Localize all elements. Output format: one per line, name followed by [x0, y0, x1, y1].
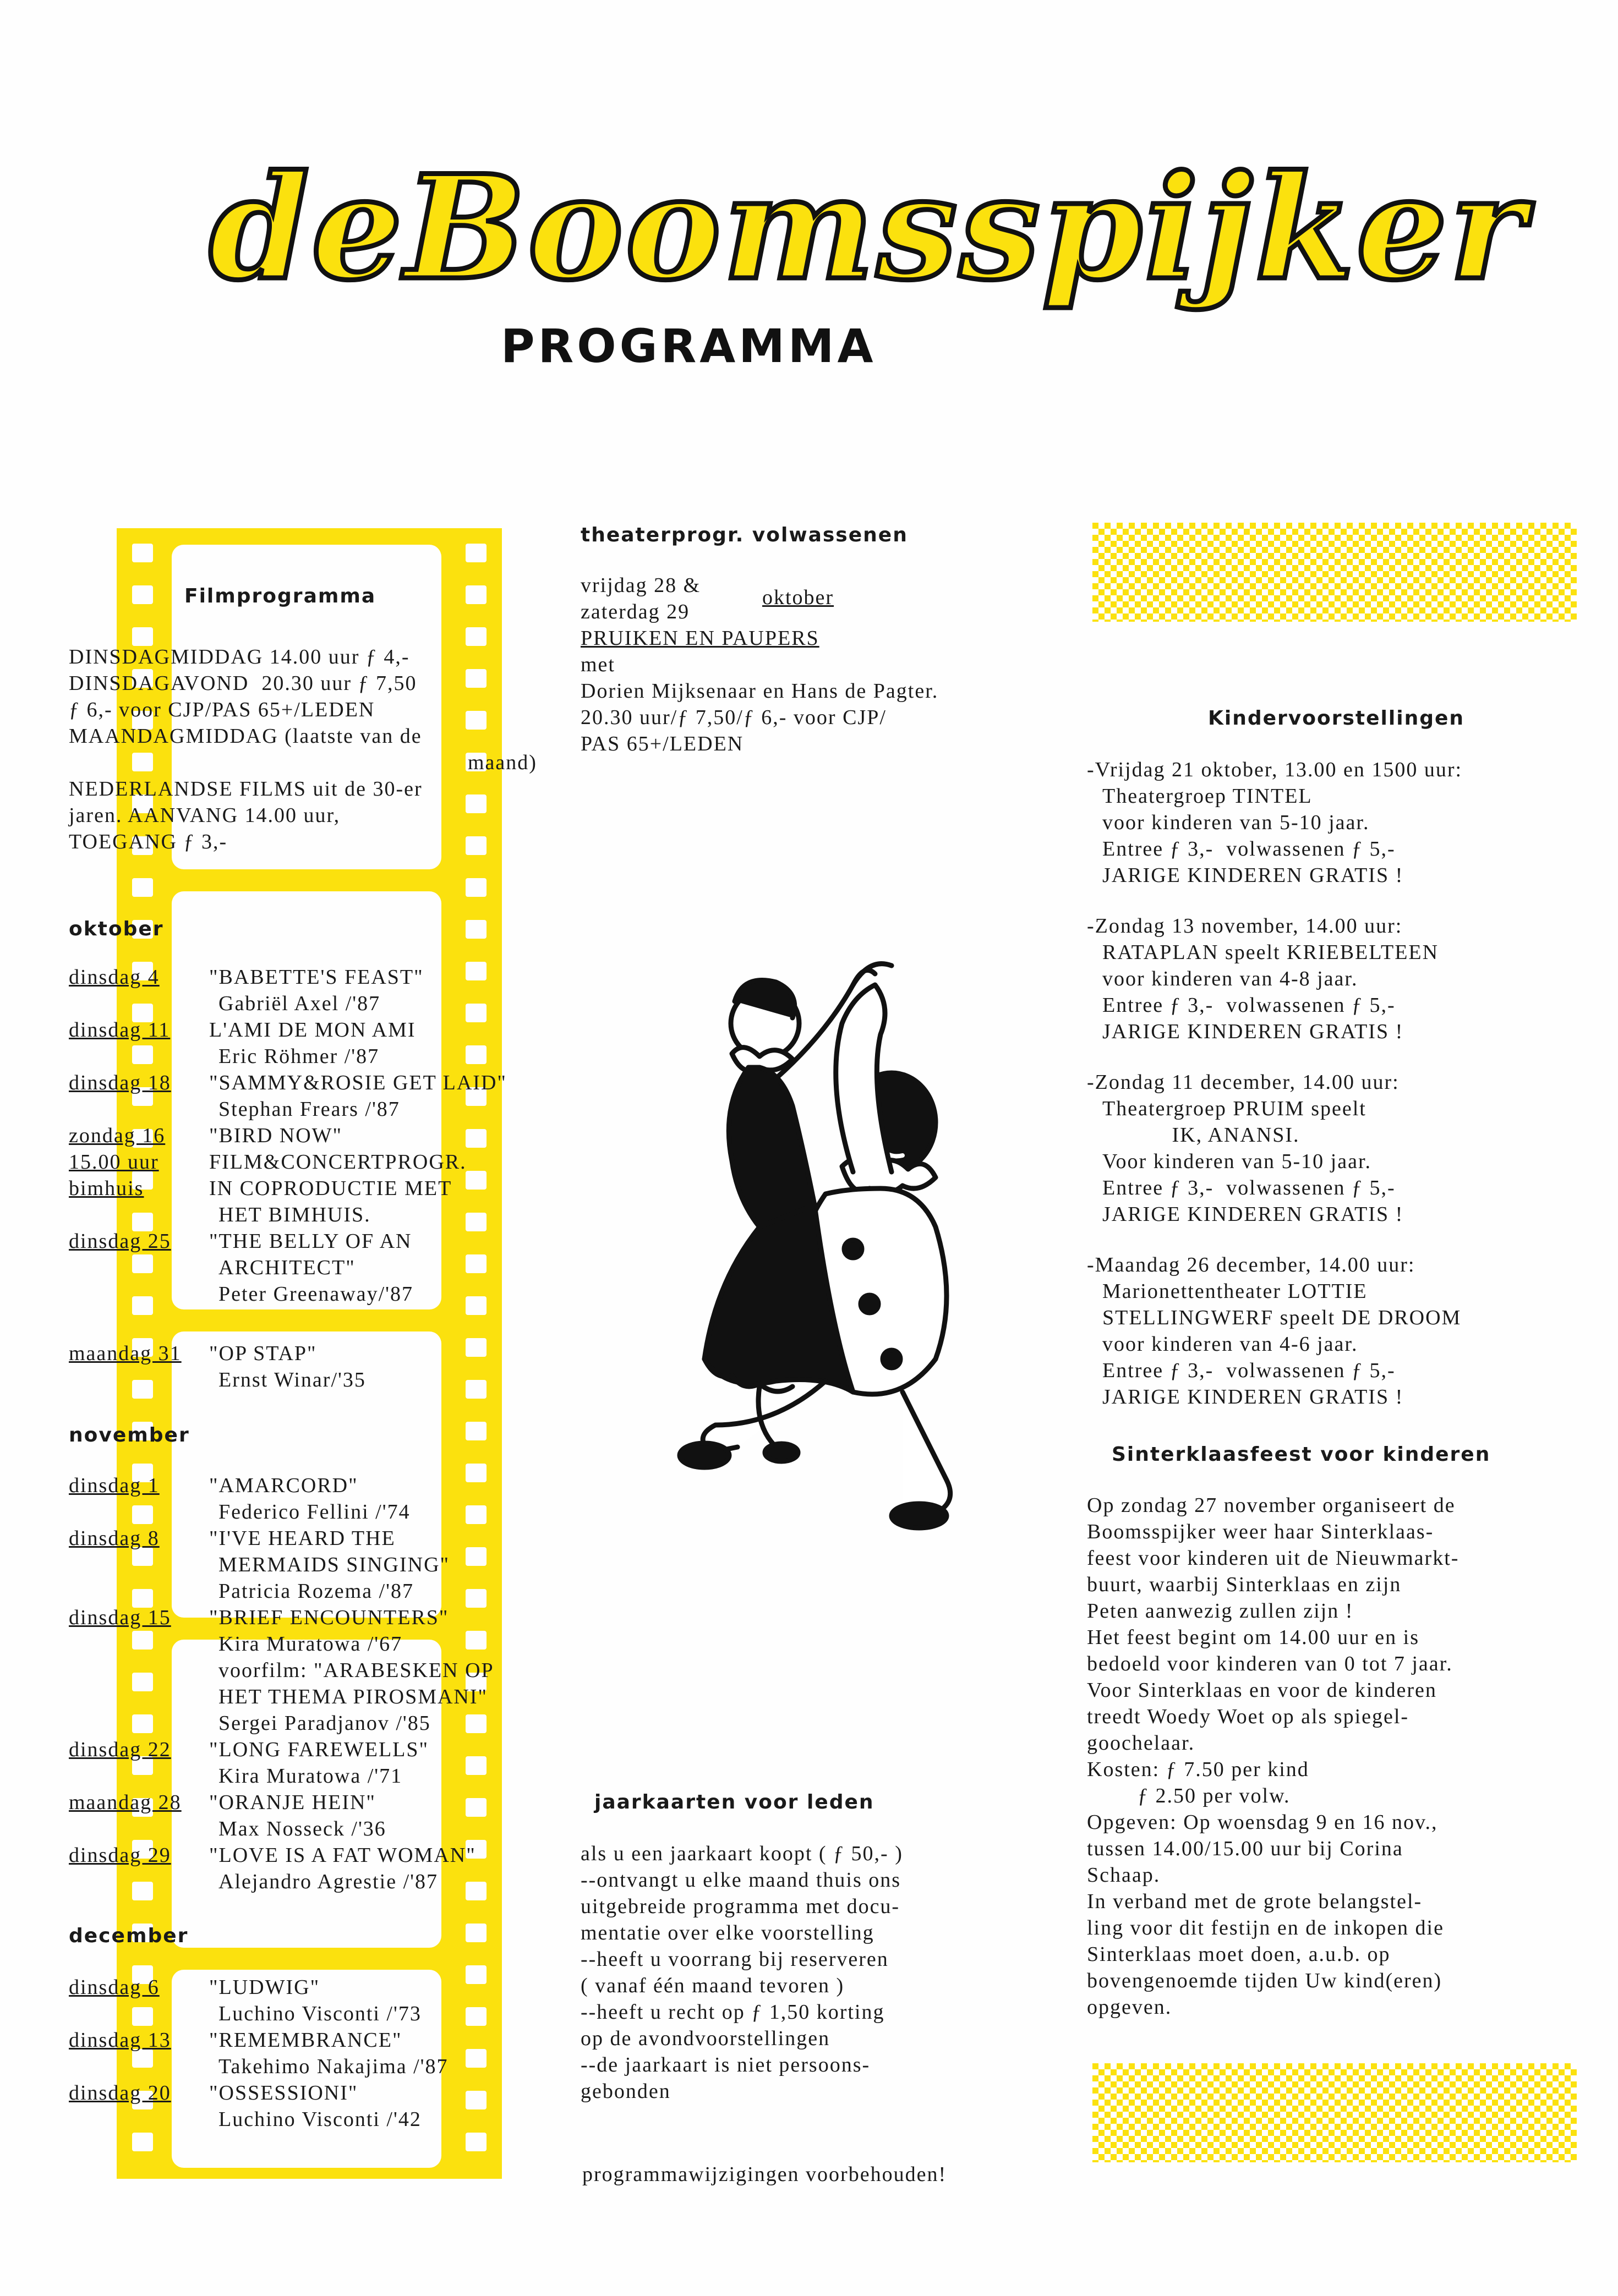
- program-text: "BABETTE'S FEAST": [209, 966, 424, 989]
- perforation: [132, 1714, 153, 1733]
- checker-banner-bottom: [1092, 2063, 1577, 2162]
- program-text: L'AMI DE MON AMI: [209, 1018, 416, 1042]
- program-text: "SAMMY&ROSIE GET LAID": [209, 1071, 507, 1094]
- perforation: [466, 2133, 487, 2151]
- perforation: [466, 1129, 487, 1148]
- program-date: dinsdag 4: [69, 966, 160, 989]
- perforation: [466, 585, 487, 604]
- perforation: [132, 1673, 153, 1691]
- program-text: IN COPRODUCTIE MET: [209, 1177, 452, 1200]
- sinterklaas-line: bedoeld voor kinderen van 0 tot 7 jaar.: [1087, 1652, 1453, 1675]
- intro-line: MAANDAGMIDDAG (laatste van de: [69, 725, 422, 748]
- perforation: [466, 1965, 487, 1984]
- perforation: [466, 1631, 487, 1650]
- kinder-line: -Maandag 26 december, 14.00 uur:: [1087, 1253, 1415, 1276]
- program-date: bimhuis: [69, 1177, 144, 1200]
- program-text: "BIRD NOW": [209, 1124, 343, 1147]
- program-text: Ernst Winar/'35: [218, 1368, 366, 1391]
- program-text: Kira Muratowa /'67: [218, 1632, 403, 1656]
- perforation: [466, 962, 487, 980]
- program-text: Alejandro Agrestie /'87: [218, 1870, 438, 1893]
- kinder-item: [1087, 1252, 1462, 1410]
- sinterklaas-heading: Sinterklaasfeest voor kinderen: [1112, 1443, 1491, 1466]
- sinterklaas-line: treedt Woedy Woet op als spiegel-: [1087, 1705, 1409, 1728]
- sinterklaas-line: Schaap.: [1087, 1864, 1161, 1887]
- perforation: [132, 1505, 153, 1524]
- program-date: dinsdag 8: [69, 1527, 160, 1550]
- film-intro: [69, 644, 537, 855]
- program-text: ARCHITECT": [218, 1256, 356, 1279]
- month-december: december: [69, 1925, 189, 1947]
- jaarkaart-line: op de avondvoorstellingen: [581, 2027, 830, 2050]
- program-date: dinsdag 18: [69, 1071, 171, 1094]
- kinder-item: [1087, 913, 1462, 1045]
- program-date: dinsdag 22: [69, 1738, 171, 1761]
- program-date: maandag 31: [69, 1342, 182, 1365]
- kinder-line: Theatergroep PRUIM speelt: [1102, 1097, 1366, 1120]
- kinder-item: [1087, 1069, 1462, 1228]
- program-text: FILM&CONCERTPROGR.: [209, 1150, 467, 1174]
- program-text: Takehimo Nakajima /'87: [218, 2055, 449, 2078]
- program-text: Gabriël Axel /'87: [218, 992, 381, 1015]
- sinterklaas-line: opgeven.: [1087, 1996, 1172, 2019]
- program-date: dinsdag 25: [69, 1230, 171, 1253]
- kinder-line: STELLINGWERF speelt DE DROOM: [1102, 1306, 1462, 1329]
- perforation: [132, 2007, 153, 2026]
- month-oktober: oktober: [69, 918, 164, 940]
- program-date: dinsdag 6: [69, 1976, 160, 1999]
- program-text: Luchino Visconti /'73: [218, 2002, 422, 2025]
- program-text: Luchino Visconti /'42: [218, 2108, 422, 2131]
- program-text: Sergei Paradjanov /'85: [218, 1712, 431, 1735]
- kinder-line: Theatergroep TINTEL: [1102, 785, 1313, 808]
- sinterklaas-line: feest voor kinderen uit de Nieuwmarkt-: [1087, 1547, 1460, 1570]
- program-date: dinsdag 11: [69, 1018, 171, 1042]
- sinterklaas-line: Op zondag 27 november organiseert de: [1087, 1494, 1456, 1517]
- kinder-heading: Kindervoorstellingen: [1208, 707, 1465, 730]
- page-title: PROGRAMMA: [501, 319, 877, 373]
- perforation: [132, 1380, 153, 1399]
- sinterklaas-line: tussen 14.00/15.00 uur bij Corina: [1087, 1837, 1403, 1860]
- sinterklaas-line: In verband met de grote belangstel-: [1087, 1890, 1423, 1913]
- jaarkaart-line: gebonden: [581, 2080, 671, 2103]
- intro-line: maand): [468, 751, 537, 774]
- sinterklaas-line: Peten aanwezig zullen zijn !: [1087, 1599, 1354, 1623]
- theater-line: Dorien Mijksenaar en Hans de Pagter.: [581, 680, 939, 703]
- kinder-line: IK, ANANSI.: [1102, 1124, 1300, 1147]
- theater-line: PAS 65+/LEDEN: [581, 732, 744, 755]
- perforation: [132, 1296, 153, 1315]
- perforation: [466, 2091, 487, 2109]
- perforation: [466, 1296, 487, 1315]
- program-text: Federico Fellini /'74: [218, 1500, 411, 1524]
- program-date: dinsdag 20: [69, 2081, 171, 2105]
- program-text: "THE BELLY OF AN: [209, 1230, 412, 1253]
- perforation: [466, 1380, 487, 1399]
- program-text: "I'VE HEARD THE: [209, 1527, 396, 1550]
- sinterklaas-line: Het feest begint om 14.00 uur en is: [1087, 1626, 1420, 1649]
- jaarkaart-block: [581, 1840, 903, 2105]
- program-text: "ORANJE HEIN": [209, 1791, 376, 1814]
- program-text: MERMAIDS SINGING": [218, 1553, 450, 1576]
- program-date: dinsdag 13: [69, 2029, 171, 2052]
- theater-line: met: [581, 653, 615, 676]
- perforation: [466, 2049, 487, 2068]
- kinder-line: voor kinderen van 5-10 jaar.: [1102, 811, 1370, 834]
- sinterklaas-line: Kosten: ƒ 7.50 per kind: [1087, 1758, 1309, 1781]
- sinterklaas-line: buurt, waarbij Sinterklaas en zijn: [1087, 1573, 1402, 1596]
- kinder-line: voor kinderen van 4-8 jaar.: [1102, 967, 1358, 990]
- film-heading: Filmprogramma: [184, 585, 376, 607]
- sinterklaas-line: Sinterklaas moet doen, a.u.b. op: [1087, 1943, 1391, 1966]
- perforation: [132, 1254, 153, 1273]
- perforation: [466, 1589, 487, 1608]
- kinder-line: -Zondag 11 december, 14.00 uur:: [1087, 1071, 1400, 1094]
- jaarkaart-line: uitgebreide programma met docu-: [581, 1895, 900, 1918]
- sinterklaas-line: Voor Sinterklaas en voor de kinderen: [1087, 1679, 1437, 1702]
- sinterklaas-line: Opgeven: Op woensdag 9 en 16 nov.,: [1087, 1811, 1438, 1834]
- kinder-line: RATAPLAN speelt KRIEBELTEEN: [1102, 941, 1439, 964]
- program-text: "OP STAP": [209, 1342, 317, 1365]
- theater-date-line: zaterdag 29: [581, 600, 690, 623]
- program-text: "AMARCORD": [209, 1474, 358, 1497]
- kinder-line: Marionettentheater LOTTIE: [1102, 1280, 1368, 1303]
- perforation: [466, 1422, 487, 1440]
- jaarkaart-line: --heeft u recht op ƒ 1,50 korting: [581, 2001, 885, 2024]
- intro-line: NEDERLANDSE FILMS uit de 30-er: [69, 777, 423, 801]
- intro-line: jaren. AANVANG 14.00 uur,: [69, 804, 341, 827]
- kinder-line: JARIGE KINDEREN GRATIS !: [1102, 1385, 1404, 1409]
- sinterklaas-line: ƒ 2.50 per volw.: [1087, 1784, 1291, 1807]
- perforation: [466, 1254, 487, 1273]
- perforation: [466, 1924, 487, 1942]
- kinder-line: JARIGE KINDEREN GRATIS !: [1102, 1020, 1404, 1043]
- program-text: Peter Greenaway/'87: [218, 1283, 413, 1306]
- perforation: [466, 1045, 487, 1064]
- jaarkaart-line: ( vanaf één maand tevoren ): [581, 1974, 845, 1997]
- program-text: "BRIEF ENCOUNTERS": [209, 1606, 449, 1629]
- perforation: [132, 1045, 153, 1064]
- jaarkaart-line: als u een jaarkaart koopt ( ƒ 50,- ): [581, 1842, 903, 1865]
- intro-line: TOEGANG ƒ 3,-: [69, 830, 228, 853]
- theater-date-month: oktober: [762, 586, 834, 609]
- program-date: zondag 16: [69, 1124, 166, 1147]
- jaarkaart-line: --heeft u voorrang bij reserveren: [581, 1948, 889, 1971]
- dancing-couple-illustration: [594, 941, 991, 1546]
- kinder-list: [1087, 757, 1462, 1434]
- perforation: [132, 1882, 153, 1900]
- kinder-item: [1087, 757, 1462, 889]
- perforation: [466, 920, 487, 939]
- program-text: Max Nosseck /'36: [218, 1817, 386, 1840]
- program-text: Eric Röhmer /'87: [218, 1045, 380, 1068]
- program-text: Patricia Rozema /'87: [218, 1580, 414, 1603]
- kinder-line: Entree ƒ 3,- volwassenen ƒ 5,-: [1102, 837, 1396, 861]
- perforation: [132, 2133, 153, 2151]
- theater-line: 20.30 uur/ƒ 7,50/ƒ 6,- voor CJP/: [581, 706, 887, 729]
- theater-title: PRUIKEN EN PAUPERS: [581, 627, 819, 650]
- program-text: HET BIMHUIS.: [218, 1203, 371, 1226]
- theater-block: [581, 572, 938, 757]
- kinder-line: voor kinderen van 4-6 jaar.: [1102, 1333, 1358, 1356]
- program-text: "LONG FAREWELLS": [209, 1738, 429, 1761]
- kinder-line: -Vrijdag 21 oktober, 13.00 en 1500 uur:: [1087, 758, 1463, 781]
- kinder-line: JARIGE KINDEREN GRATIS !: [1102, 1203, 1404, 1226]
- program-text: "REMEMBRANCE": [209, 2029, 402, 2052]
- perforation: [466, 1505, 487, 1524]
- perforation: [466, 1213, 487, 1231]
- kinder-line: Entree ƒ 3,- volwassenen ƒ 5,-: [1102, 994, 1396, 1017]
- kinder-line: Entree ƒ 3,- volwassenen ƒ 5,-: [1102, 1359, 1396, 1382]
- sinterklaas-line: Boomsspijker weer haar Sinterklaas-: [1087, 1520, 1434, 1543]
- jaarkaart-line: --ontvangt u elke maand thuis ons: [581, 1868, 901, 1892]
- program-text: Stephan Frears /'87: [218, 1098, 400, 1121]
- perforation: [466, 1882, 487, 1900]
- perforation: [466, 1547, 487, 1566]
- perforation: [132, 544, 153, 562]
- program-text: "LOVE IS A FAT WOMAN": [209, 1844, 476, 1867]
- perforation: [132, 627, 153, 646]
- program-text: "OSSESSIONI": [209, 2081, 358, 2105]
- kinder-line: Entree ƒ 3,- volwassenen ƒ 5,-: [1102, 1176, 1396, 1199]
- sinterklaas-line: bovengenoemde tijden Uw kind(eren): [1087, 1969, 1442, 1992]
- perforation: [466, 1464, 487, 1482]
- program-text: HET THEMA PIROSMANI": [218, 1685, 488, 1708]
- perforation: [466, 1756, 487, 1775]
- program-date: maandag 28: [69, 1791, 182, 1814]
- program-date: dinsdag 29: [69, 1844, 171, 1867]
- perforation: [132, 585, 153, 604]
- perforation: [466, 1798, 487, 1817]
- program-text: Kira Muratowa /'71: [218, 1765, 403, 1788]
- program-text: voorfilm: "ARABESKEN OP: [218, 1659, 494, 1682]
- program-text: "LUDWIG": [209, 1976, 320, 1999]
- perforation: [466, 1171, 487, 1190]
- logo-boomsspijker: deBoomsspijker: [209, 144, 1527, 312]
- theater-heading: theaterprogr. volwassenen: [581, 524, 908, 546]
- jaarkaart-heading: jaarkaarten voor leden: [594, 1791, 874, 1813]
- theater-date-line: vrijdag 28 &: [581, 574, 701, 597]
- sinterklaas-line: goochelaar.: [1087, 1731, 1195, 1755]
- kinder-line: JARIGE KINDEREN GRATIS !: [1102, 864, 1404, 887]
- program-date: dinsdag 15: [69, 1606, 171, 1629]
- perforation: [466, 878, 487, 897]
- perforation: [466, 2007, 487, 2026]
- perforation: [466, 1338, 487, 1357]
- perforation: [466, 1004, 487, 1022]
- sinterklaas-block: [1087, 1492, 1459, 2020]
- perforation: [466, 1714, 487, 1733]
- kinder-line: -Zondag 13 november, 14.00 uur:: [1087, 914, 1403, 938]
- program-disclaimer: programmawijzigingen voorbehouden!: [582, 2163, 947, 2186]
- program-date: 15.00 uur: [69, 1150, 159, 1174]
- perforation: [466, 627, 487, 646]
- sinterklaas-line: ling voor dit festijn en de inkopen die: [1087, 1916, 1444, 1939]
- perforation: [132, 1631, 153, 1650]
- jaarkaart-line: --de jaarkaart is niet persoons-: [581, 2053, 871, 2076]
- checker-banner-top: [1092, 523, 1577, 622]
- intro-line: ƒ 6,- voor CJP/PAS 65+/LEDEN: [69, 698, 375, 721]
- intro-line: DINSDAGAVOND 20.30 uur ƒ 7,50: [69, 672, 417, 695]
- month-november: november: [69, 1424, 190, 1446]
- perforation: [132, 878, 153, 897]
- program-date: dinsdag 1: [69, 1474, 160, 1497]
- kinder-line: Voor kinderen van 5-10 jaar.: [1102, 1150, 1372, 1173]
- intro-line: DINSDAGMIDDAG 14.00 uur ƒ 4,-: [69, 645, 410, 668]
- jaarkaart-line: mentatie over elke voorstelling: [581, 1921, 874, 1944]
- perforation: [466, 544, 487, 562]
